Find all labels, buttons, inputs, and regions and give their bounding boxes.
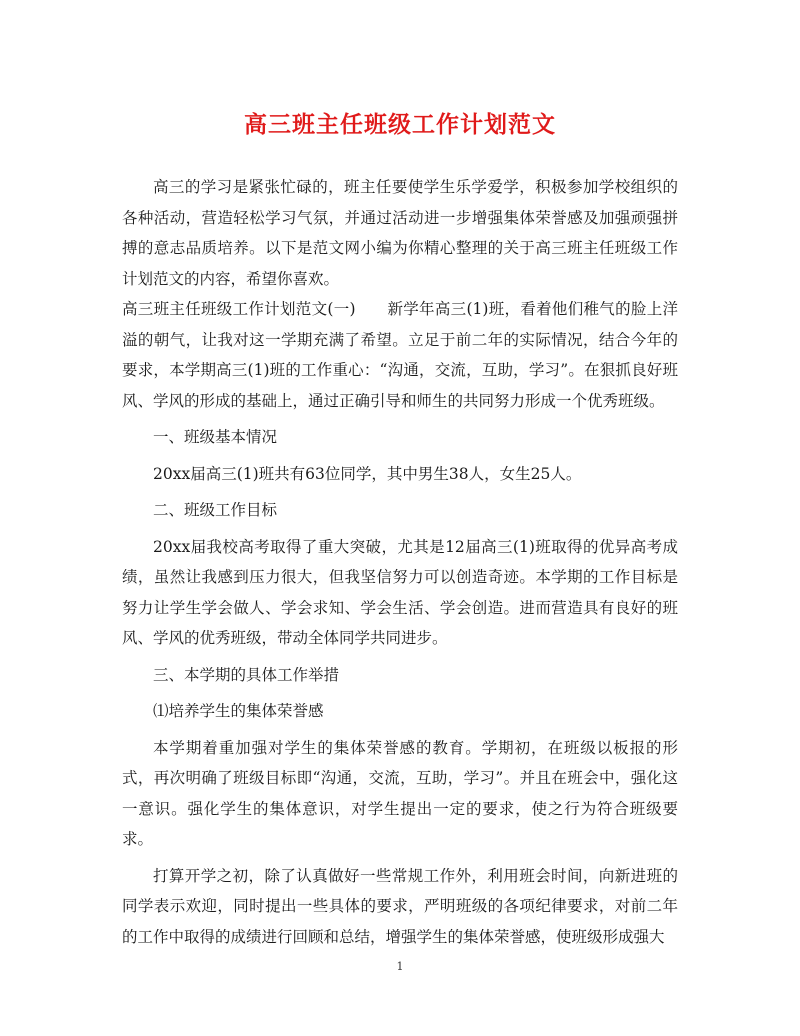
subheading-honor: ⑴培养学生的集体荣誉感 [153,702,324,720]
document-title: 高三班主任班级工作计划范文 [244,111,556,138]
section-paragraph-1: 高三班主任班级工作计划范文(一) 新学年高三(1)班，看着他们稚气的脸上洋溢的朝气，让我对这一学期充满了希望。立足于前二年的实际情况，结合今年的要求，本学期高三(1)班的工作重心：“沟通，交流，互助，学习”。在狠抓良好班风、学风的形成的基础上，通过正确引导和师生的共同努力形成一个优秀班级。 [122,300,678,410]
plan-paragraph: 打算开学之初，除了认真做好一些常规工作外，利用班会时间，向新进班的同学表示欢迎，同时提出一些具体的要求，严明班级的各项纪律要求，对前二年的工作中取得的成绩进行回顾和总结，增强学生的集体荣誉感，使班级形成强大 [122,866,678,946]
class-goals-paragraph: 20xx届我校高考取得了重大突破，尤其是12届高三(1)班取得的优异高考成绩，虽然让我感到压力很大，但我坚信努力可以创造奇迹。本学期的工作目标是努力让学生学会做人、学会求知、学会生活、学会创造。进而营造具有良好的班风、学风的优秀班级，带动全体同学共同进步。 [122,537,678,647]
heading-class-basic: 一、班级基本情况 [153,428,278,446]
heading-measures: 三、本学期的具体工作举措 [153,665,340,684]
document-body [122,172,678,952]
honor-paragraph: 本学期着重加强对学生的集体荣誉感的教育。学期初，在班级以板报的形式，再次明确了班级目标即“沟通，交流，互助，学习”。并且在班会中，强化这一意识。强化学生的集体意识，对学生提出一定的要求，使之行为符合班级要求。 [122,738,678,848]
page-number: 1 [396,960,404,973]
heading-class-goals: 二、班级工作目标 [153,501,278,519]
intro-paragraph: 高三的学习是紧张忙碌的，班主任要使学生乐学爱学，积极参加学校组织的各种活动，营造轻松学习气氛，并通过活动进一步增强集体荣誉感及加强顽强拼搏的意志品质培养。以下是范文网小编为你精心整理的关于高三班主任班级工作计划范文的内容，希望你喜欢。 [122,178,678,288]
class-basic-paragraph: 20xx届高三(1)班共有63位同学，其中男生38人，女生25人。 [153,464,582,483]
